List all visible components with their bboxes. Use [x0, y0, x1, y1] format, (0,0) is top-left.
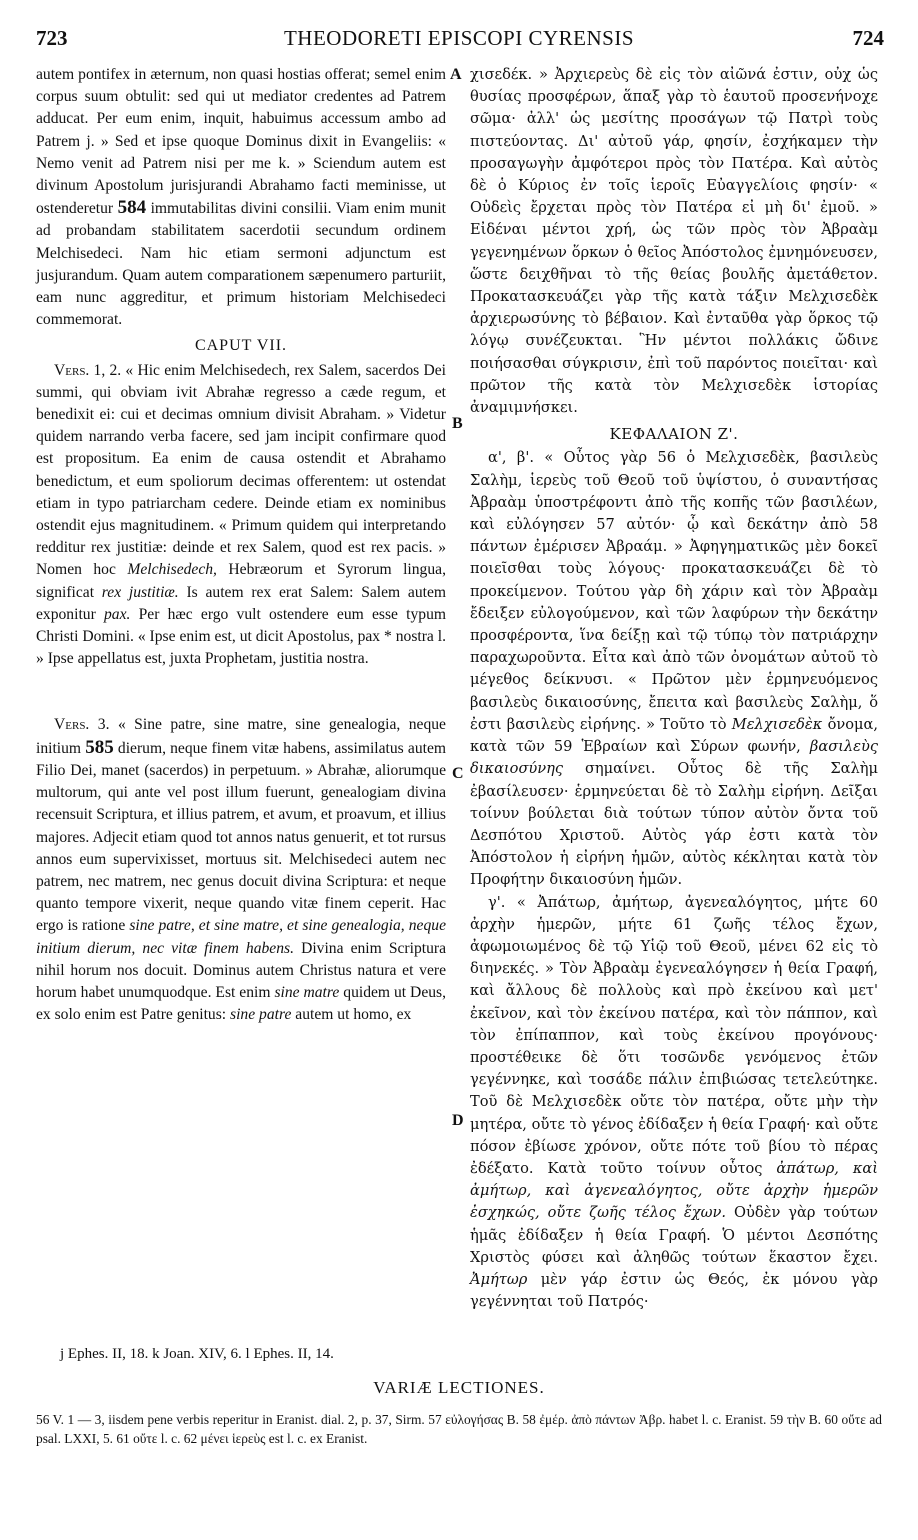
left-page-number: 723	[36, 26, 68, 50]
greek-italic: Μελχισεδὲκ	[731, 715, 823, 733]
latin-paragraph	[36, 64, 446, 331]
greek-text: α', β'. « Οὗτος γὰρ 56 ὁ Μελχισεδὲκ, βασιλεὺς Σαλὴμ, ἱερεὺς τοῦ Θεοῦ τοῦ ὑψίστου, ὁ συναντήσας Ἀβραὰμ ὑποστρέφοντι ἀπὸ τῆς κοπῆς τῶν βασιλέων, καὶ εὐλόγησεν 57 αὐτόν· ᾧ καὶ δεκάτην ἀπὸ 58 πάντων ἐμέρισεν Ἀβραάμ. » Ἀφηγηματικῶς μὲν δοκεῖ ποιεῖσθαι τοὺς λόγους· προκατασκευάζει δὲ τὸ προκείμενον. Τούτου γὰρ δὴ χάριν καὶ τὸν Ἀβραὰμ ἔδειξεν εὐλογούμενον, καὶ τῶν λαφύρων τὴν δεκάτην προσφέροντα, ἵνα δείξῃ καὶ τῷ τύπῳ τὸν πατριάρχην παραχωροῦντα. Εἶτα καὶ ἀπὸ τῶν ὀνομάτων αὐτοῦ τὸ μέγεθος δείκνυσι. « Πρῶτον μὲν ἑρμηνευόμενος βασιλεὺς δικαιοσύνης, ἔπειτα καὶ βασιλεὺς Σαλὴμ, ὅ ἐστι βασιλεὺς εἰρήνης. » Τοῦτο τὸ	[470, 449, 878, 733]
latin-text: Is autem rex erat Salem: Salem autem exponitur	[36, 583, 447, 623]
latin-column	[36, 64, 446, 1026]
margin-marker-a: A	[450, 66, 462, 83]
latin-italic: sine patre	[230, 1006, 292, 1024]
greek-text: μὲν γάρ ἐστιν ὡς Θεός, ἐκ μόνου γὰρ γεγέννηται τοῦ Πατρός·	[470, 1270, 879, 1311]
variae-lectiones-text: 56 V. 1 — 3, iisdem pene verbis reperitur in Eranist. dial. 2, p. 37, Sirm. 57 εὐλογήσας B. 58 ἐμέρ. ἀπὸ πάντων Ἀβρ. habet l. c. Eranist. 59 τὴν B. 60 οὔτε ad psal. LXXI, 5. 61 οὔτε l. c. 62 μένει ἱερεὺς est l. c. ex Eranist.	[36, 1412, 882, 1446]
latin-text: autem ut homo, ex	[295, 1006, 412, 1024]
greek-column	[470, 64, 878, 1313]
greek-text: Οὐδὲν γὰρ τούτων ἡμᾶς ἐδίδαξεν ἡ θεία Γραφή. Ὁ μέντοι Δεσπότης Χριστὸς φύσει καὶ ἀληθῶς τούτων ἕκαστον ἔχει.	[470, 1204, 878, 1266]
latin-italic: sine patre, et sine matre, et sine genealogia, neque initium dierum, nec vitæ finem habens.	[36, 917, 446, 957]
running-title: THEODORETI EPISCOPI CYRENSIS	[283, 26, 635, 50]
latin-text: Hebræorum et Syrorum lingua, significat	[36, 561, 446, 601]
latin-text: dierum, neque finem vitæ habens, assimilatus autem Filio Dei, manet (sacerdos) in perpetuum. » Abrahæ, aliorumque multorum, qui ante vel post illum fuerunt, genealogiam divina recensuit Scriptura, et illius patrem, et avum, et proavum, et illius majores. Adjecit etiam quod tot annos natus genuerit, et tot rursus annos eum supervixisset, mortuus sit. Melchisedeci autem nec patrem, nec matrem, nec genus docuit divina Scriptura: et neque quanto tempore vixerit, neque quando vitæ finem ceperit. Hac ergo is ratione	[36, 739, 446, 935]
margin-marker-d: D	[452, 1112, 464, 1129]
greek-paragraph	[470, 892, 878, 1314]
right-page-number: 724	[852, 26, 884, 50]
greek-italic: ἀπάτωρ, καὶ ἀμήτωρ, καὶ ἀγενεαλόγητος, οὔτε ἀρχὴν ἡμερῶν ἐσχηκώς, οὔτε ζωῆς τέλος ἔχων.	[470, 1159, 878, 1222]
latin-paragraph	[36, 360, 446, 671]
latin-text: autem pontifex in æternum, non quasi hostias offerat; semel enim corpus suum obtulit: sed qui ut mediator credentes ad Patrem adducat. Per eum enim, inquit, habuimus accessum ambo ad Patrem j. » Sed et ipse quoque Dominus dixit in Evangeliis: « Nemo venit ad Patrem nisi per me k. » Sciendum autem est divinum Apostolum jurisjurandi Abrahamo facti meminisse, ut ostenderetur	[36, 66, 446, 218]
greek-text: γ'. « Ἀπάτωρ, ἀμήτωρ, ἀγενεαλόγητος, μήτε 60 ἀρχὴν ἡμερῶν, μήτε 61 ζωῆς τέλος ἔχων, ἀφωμοιωμένος δὲ τῷ Υἱῷ τοῦ Θεοῦ, μένει 62 εἰς τὸ διηνεκές. » Τὸν Ἀβραὰμ ἐγενεαλόγησεν ἡ θεία Γραφή, καὶ ἄλλους δὲ πολλοὺς καὶ πρὸ ἐκείνου καὶ μετ' ἐκεῖνον, καὶ τὸν ἐκείνου πατέρα, καὶ τὸν πάππον, καὶ τὸν ἐπίπαππον, καὶ τοὺς ἐκείνου προγόνους· προστέθεικε δὲ ὅτι τοσῶνδε γενόμενος ἐτῶν γεγέννηκε, καὶ τοσάδε πάλιν ἐπιβιώσας τετελεύτηκε. Τοῦ δὲ Μελχισεδὲκ οὔτε τὸν πατέρα, οὔτε μὴν τὴν μητέρα, οὔτε τὸ γένος ἐδίδαξεν ἡ θεία Γραφή· καὶ οὔτε πόσον ἐβίωσε χρόνον, οὔτε πότε τοῦ βίου τὸ πέρας ἐδέξατο. Κατὰ τοῦτο τοίνυν οὗτος	[470, 893, 878, 1177]
latin-italic: pax.	[103, 605, 131, 623]
greek-text: σημαίνει. Οὗτος δὲ τῆς Σαλὴμ ἐβασίλευσεν· ἑρμηνεύεται δὲ τὸ Σαλὴμ εἰρήνη. Δεῖξαι τοίνυν βούλεται διὰ τούτων τύπον αὐτὸν ὄντα τοῦ Δεσπότου Χριστοῦ. Αὐτὸς γάρ ἐστι κατὰ τὸν Ἀπόστολον ἡ εἰρήνη ἡμῶν, αὐτὸς κέκληται κατὰ τὸν Προφήτην δικαιοσύνη ἡμῶν.	[470, 760, 879, 889]
greek-italic: βασιλεὺς δικαιοσύνης	[470, 738, 879, 778]
chapter-heading-latin: CAPUT VII.	[194, 337, 288, 355]
column-number-585: 585	[85, 736, 114, 758]
latin-italic: sine matre	[274, 983, 340, 1001]
scripture-footnotes: j Ephes. II, 18. k Joan. XIV, 6. l Ephes. II, 14.	[60, 1346, 334, 1362]
latin-text: Per hæc ergo vult ostendere eum esse typum Christi Domini. « Ipse enim est, ut dicit Apostolus, pax * nostra l. » Ipse appellatus est, juxta Prophetam, justitia nostra.	[36, 605, 446, 668]
margin-marker-b: B	[452, 415, 463, 432]
column-number-584: 584	[117, 197, 147, 219]
latin-text: Divina enim Scriptura nihil horum nos docuit. Dominus autem Christus natura et vere horum habet unumquodque. Est enim	[36, 939, 446, 1001]
greek-paragraph	[470, 447, 878, 891]
chapter-heading-greek: ΚΕΦΑΛΑΙΟΝ Ζ'.	[609, 425, 739, 444]
greek-italic: Ἀμήτωρ	[470, 1270, 528, 1288]
latin-text: quidem ut Deus, ex solo enim est Patre genitus:	[36, 983, 446, 1024]
variae-lectiones-title: VARIÆ LECTIONES.	[373, 1378, 545, 1397]
margin-marker-c: C	[452, 765, 464, 782]
latin-text: « Hic enim Melchisedech, rex Salem, sacerdos Dei summi, qui obviam ivit Abrahæ regresso a cæde regum, et benedixit ei: cui et decimas omnium divisit Abraham. » Videtur quidem narrando verba facere, sed jam incipit confirmare quod est propositum. Ea enim de causa ostendit et Abrahamo benedictum, et eum spoliorum decimas offerentem: ut ostendat etiam in typo patriarcham cedere. Deinde etiam ex nominibus ostendit ejus magnitudinem. « Primum quidem qui interpretando redditur rex justitiæ: deinde et rex Salem, quod est rex pacis. » Nomen hoc	[36, 361, 446, 579]
latin-text: immutabilitas divini consilii. Viam enim munit ad probandam stabilitatem sacerdotii secundum ordinem Melchisedeci. Nam hic etiam sermoni adjunctum est jusjurandum. Quam autem comparationem sæpenumero parturiit, eam nunc aggreditur, et primum historiam Melchisedeci commemorat.	[36, 200, 446, 329]
latin-italic: rex justitiæ.	[101, 583, 179, 601]
greek-text: ὄνομα, κατὰ τῶν 59 Ἑβραίων καὶ Σύρων φωνήν,	[470, 715, 878, 756]
latin-text: « Sine patre, sine matre, sine genealogia, neque initium	[36, 716, 446, 757]
page-header	[30, 26, 888, 58]
verse-label: Vers. 3.	[54, 716, 110, 734]
greek-paragraph: χισεδέκ. » Ἀρχιερεὺς δὲ εἰς τὸν αἰῶνά ἐστιν, οὐχ ὡς θυσίας προσφέρων, ἅπαξ γὰρ τὸ ἑαυτοῦ προσενήνοχε σῶμα· ἀλλ' ὡς μεσίτης προσάγων τῷ Πατρὶ τοὺς πιστεύοντας. Δι' αὐτοῦ γάρ, φησίν, ἐσχήκαμεν τὴν προσαγωγὴν ἀμφότεροι πρὸς τὸν Πατέρα. Καὶ αὐτὸς δὲ ὁ Κύριος ἐν τοῖς ἱεροῖς Εὐαγγελίοις φησίν· « Οὐδεὶς ἔρχεται πρὸς τὸν Πατέρα εἰ μὴ δι' ἐμοῦ. » Εἰδέναι μέντοι χρή, ὡς τῶν πρὸς τὸν Ἀβραὰμ γεγενημένων ὅρκων ὁ θεῖος Ἀπόστολος ἐμνημόνευσεν, ὥστε δειχθῆναι τὸ τῆς θείας βουλῆς ἀμετάθετον. Προκατασκευάζει γὰρ τῆς κατὰ τάξιν Μελχισεδὲκ ἀρχιερωσύνης τὸ βέβαιον. Καὶ ἐνταῦθα γὰρ ὅρκος τῷ λόγῳ συνέζευκται. Ἣν μέντοι πολλάκις ὤδινε ποιήσασθαι σύγκρισιν, ἐπὶ τοῦ παρόντος ποιεῖται· καὶ πρῶτον τῆς κατὰ τὸν Μελχισεδὲκ ἱστορίας ἀναμιμνήσκει.	[470, 66, 878, 417]
latin-paragraph	[36, 714, 446, 1026]
spacer	[36, 670, 446, 714]
latin-italic: Melchisedech,	[127, 561, 217, 579]
verse-label: Vers. 1, 2.	[54, 361, 122, 379]
